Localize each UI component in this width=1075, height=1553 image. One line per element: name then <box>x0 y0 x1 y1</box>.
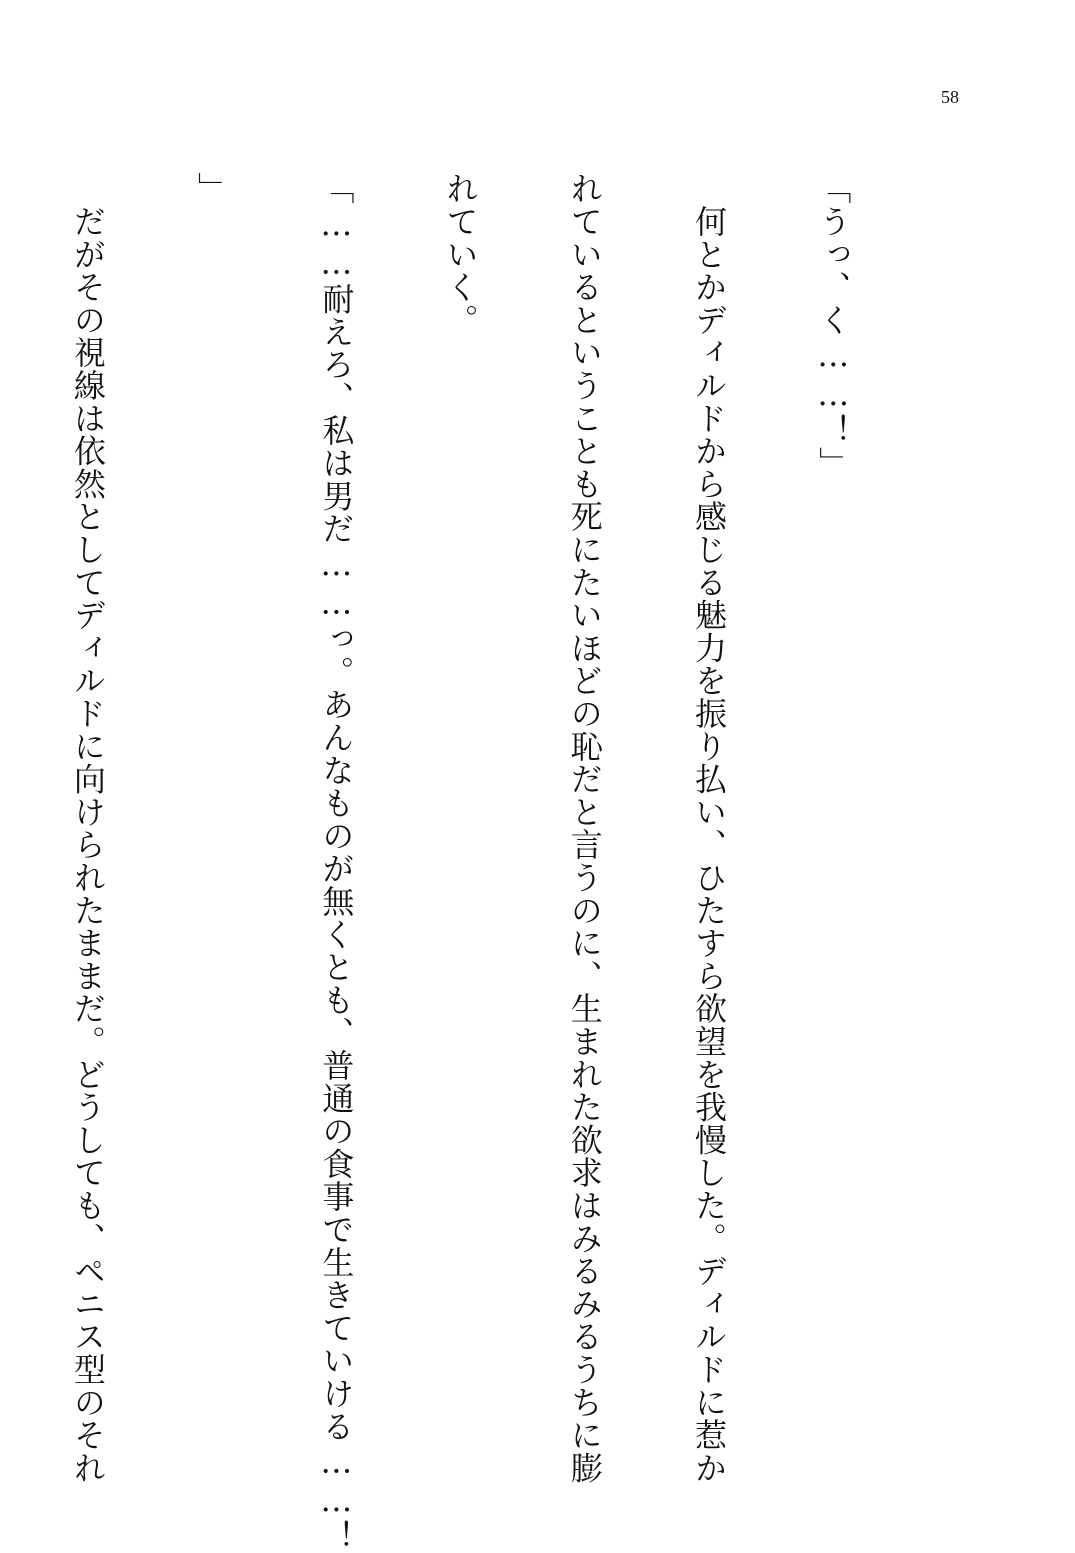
text-line: 「……耐えろ、私は男だ……っ。あんなものが無くとも、普通の食事で生きていける……！ <box>317 172 356 1553</box>
text-line: 」 <box>193 172 232 205</box>
text-line: れていく。 <box>441 172 480 336</box>
text-line: 何とかディルドから感じる魅力を振り払い、ひたすら欲望を我慢した。ディルドに惹か <box>689 172 728 1484</box>
text-line: 「うっ、く……！」 <box>814 172 853 480</box>
text-line: れているということも死にたいほどの恥だと言うのに、生まれた欲求はみるみるうちに膨 <box>565 172 604 1484</box>
page-number: 58 <box>941 87 959 107</box>
body-text <box>68 172 936 1553</box>
text-line: だがその視線は依然としてディルドに向けられたままだ。どうしても、ペニス型のそれ <box>68 172 107 1484</box>
